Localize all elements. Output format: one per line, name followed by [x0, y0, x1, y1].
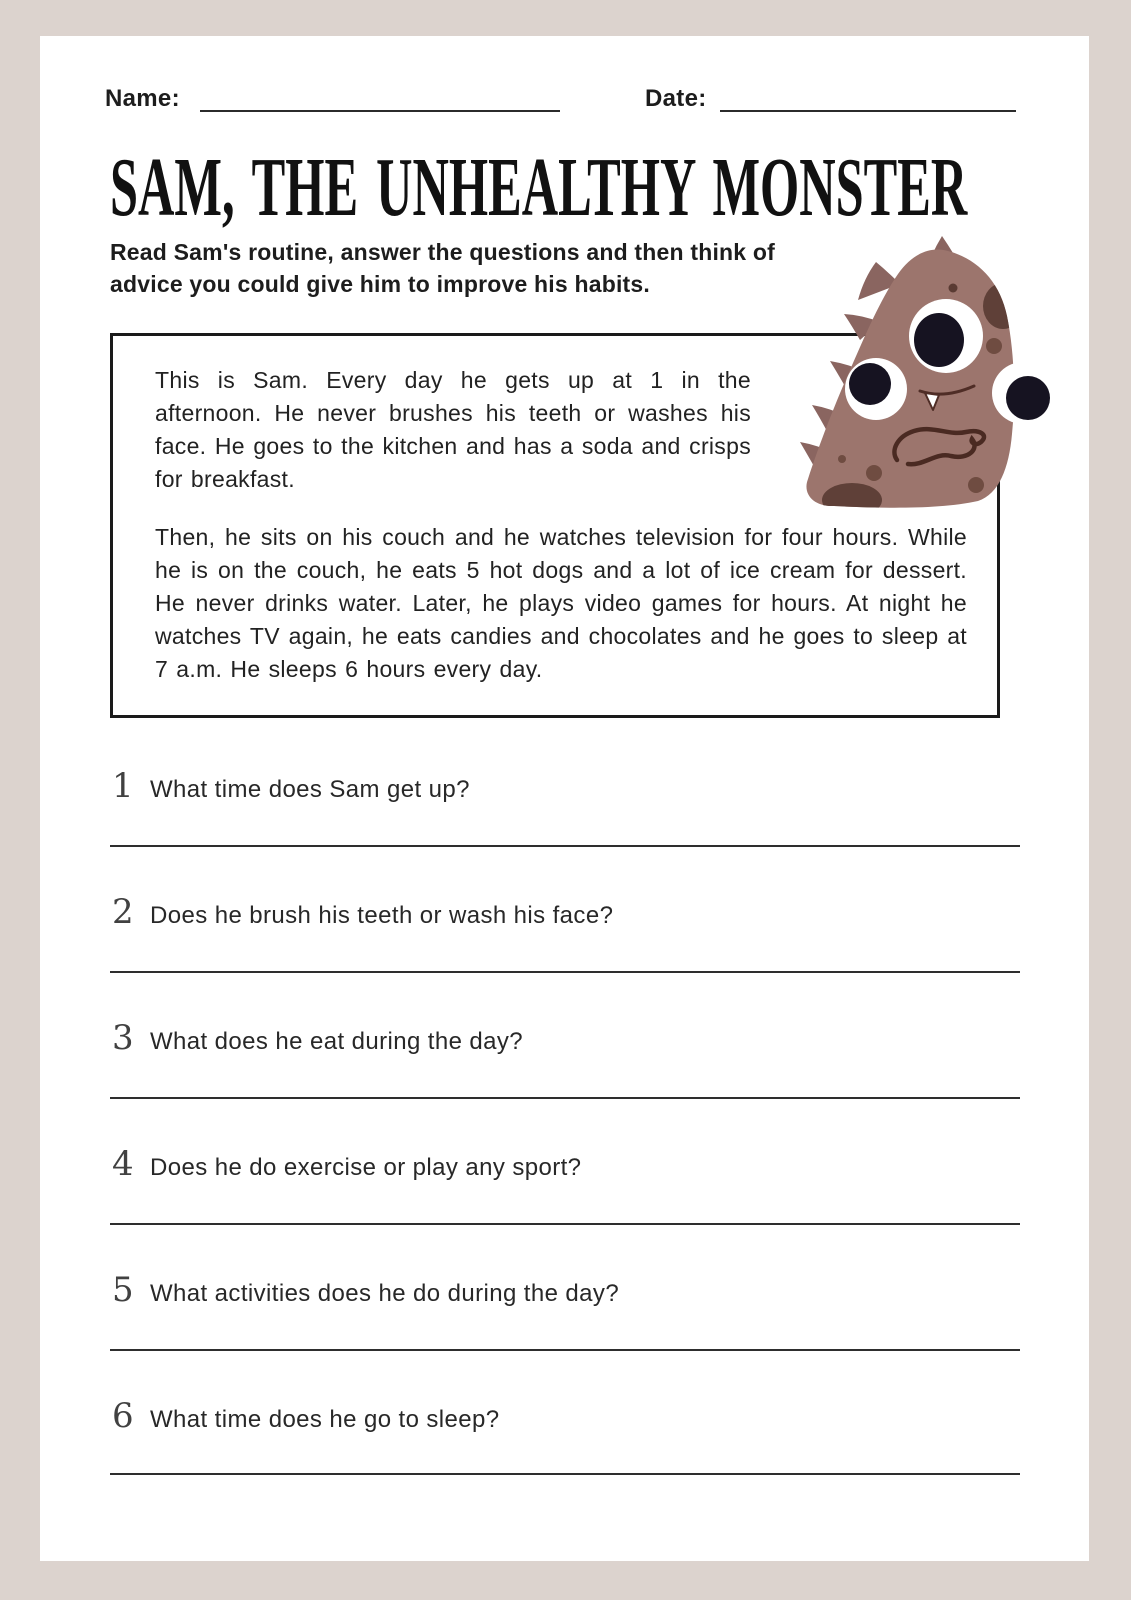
instructions-text: Read Sam's routine, answer the questions and then think of advice you could give him to improve his habits.	[110, 239, 775, 297]
question-text: What does he eat during the day?	[150, 1028, 524, 1055]
passage-paragraph-1: This is Sam. Every day he gets up at 1 in the afternoon. He never brushes his teeth or washes his face. He goes to the kitchen and has a soda and crisps for breakfast.	[155, 367, 751, 492]
date-label: Date:	[645, 85, 707, 112]
question-text: What activities does he do during the day?	[150, 1280, 620, 1307]
question-row	[112, 892, 614, 932]
question-text: What time does he go to sleep?	[150, 1406, 500, 1433]
answer-line-2[interactable]	[110, 971, 1020, 973]
question-row	[112, 1270, 620, 1310]
question-row	[112, 1396, 500, 1436]
worksheet-page	[40, 36, 1089, 1561]
worksheet-title: SAM, THE UNHEALTHY MONSTER	[110, 141, 968, 235]
question-number: 4	[112, 1144, 134, 1184]
question-row	[112, 766, 470, 806]
question-number: 2	[112, 892, 134, 932]
question-number: 3	[112, 1018, 134, 1058]
sam-monster-illustration	[790, 222, 1060, 512]
question-text: Does he do exercise or play any sport?	[150, 1154, 582, 1181]
question-row	[112, 1018, 524, 1058]
question-number: 1	[112, 766, 134, 806]
question-number: 6	[112, 1396, 134, 1436]
date-blank-line[interactable]	[720, 84, 1016, 112]
answer-line-3[interactable]	[110, 1097, 1020, 1099]
answer-line-5[interactable]	[110, 1349, 1020, 1351]
answer-line-4[interactable]	[110, 1223, 1020, 1225]
answer-line-6[interactable]	[110, 1473, 1020, 1475]
question-number: 5	[112, 1270, 134, 1310]
passage-paragraph-2: Then, he sits on his couch and he watches television for four hours. While he is on the couch, he eats 5 hot dogs and a lot of ice cream for dessert. He never drinks water. Later, he plays video games for hours. At night he watches TV again, he eats candies and chocolates and he goes to sleep at 7 a.m. He sleeps 6 hours every day.	[155, 524, 967, 682]
question-text: Does he brush his teeth or wash his face?	[150, 902, 614, 929]
name-label: Name:	[105, 85, 180, 112]
name-blank-line[interactable]	[200, 84, 560, 112]
question-row	[112, 1144, 582, 1184]
question-text: What time does Sam get up?	[150, 776, 470, 803]
answer-line-1[interactable]	[110, 845, 1020, 847]
monster-body	[806, 250, 1014, 508]
